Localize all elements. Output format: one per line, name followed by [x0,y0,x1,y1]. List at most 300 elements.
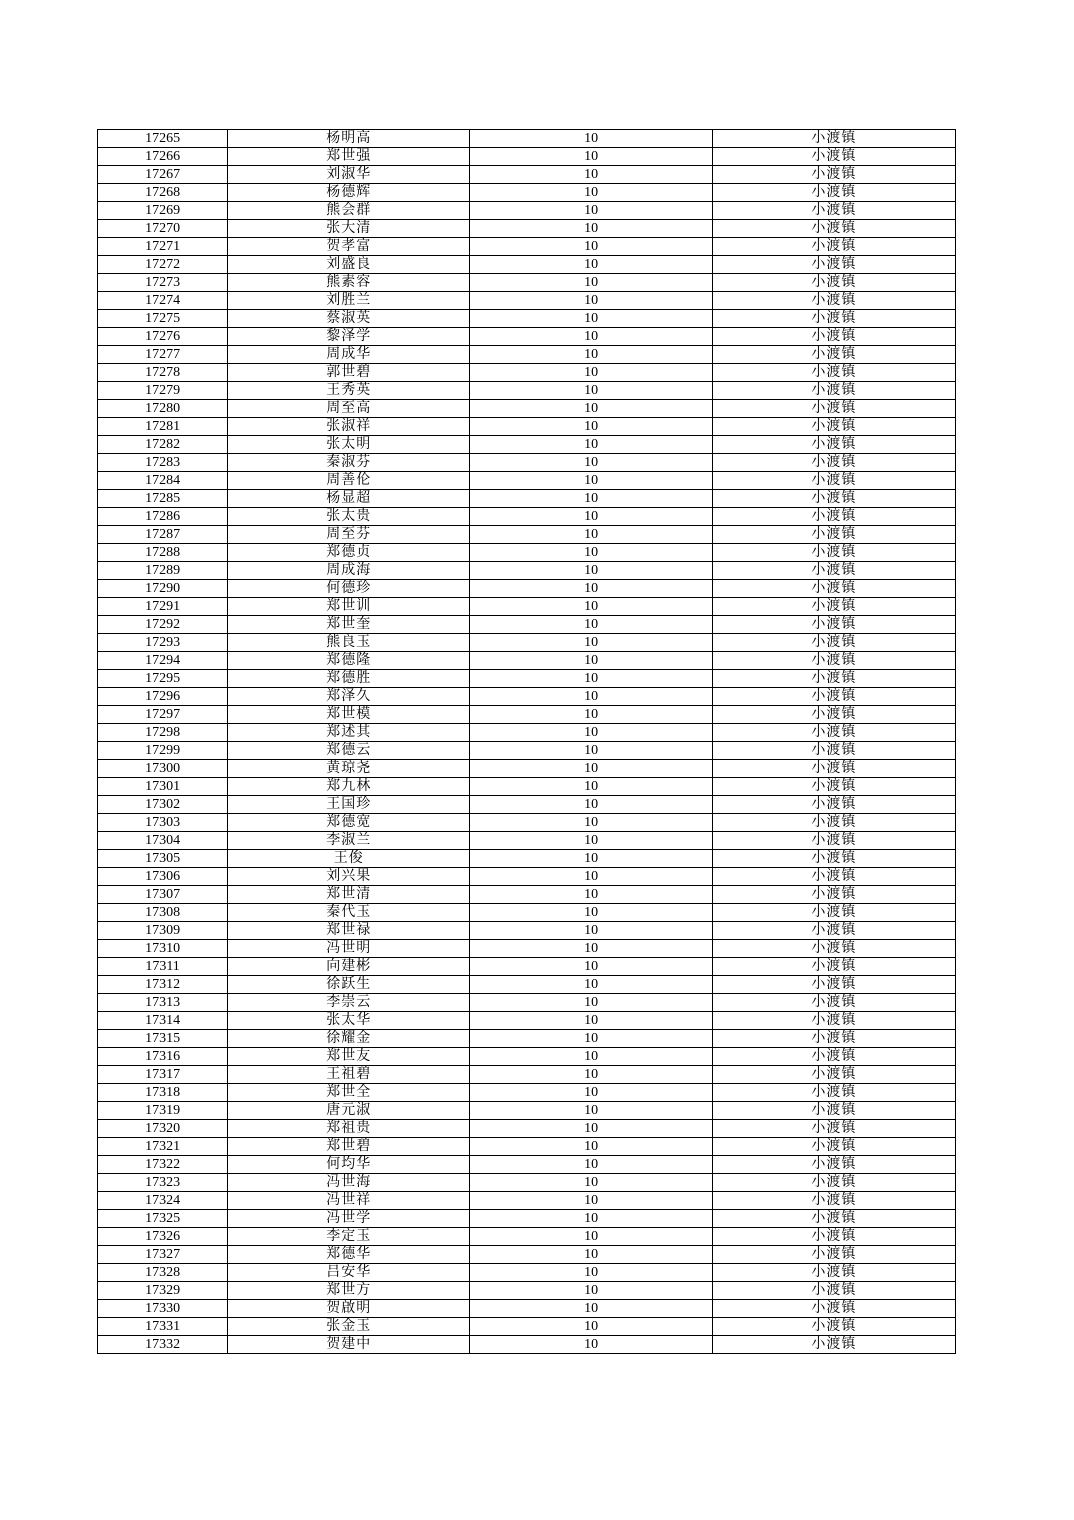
name-cell: 郑德胜 [228,670,470,688]
town-cell: 小渡镇 [712,148,955,166]
table-row [98,508,956,526]
table-row [98,220,956,238]
table-row [98,652,956,670]
name-cell: 郑德隆 [228,652,470,670]
table-row [98,724,956,742]
amount-cell: 10 [470,706,712,724]
amount-cell: 10 [470,1300,712,1318]
amount-cell: 10 [470,634,712,652]
town-cell: 小渡镇 [712,202,955,220]
amount-cell: 10 [470,1336,712,1354]
name-cell: 蔡淑英 [228,310,470,328]
amount-cell: 10 [470,310,712,328]
row-number-cell: 17291 [98,598,228,616]
town-cell: 小渡镇 [712,1156,955,1174]
table-row [98,1120,956,1138]
name-cell: 刘兴果 [228,868,470,886]
town-cell: 小渡镇 [712,724,955,742]
name-cell: 郑世全 [228,1084,470,1102]
row-number-cell: 17308 [98,904,228,922]
name-cell: 何均华 [228,1156,470,1174]
amount-cell: 10 [470,940,712,958]
amount-cell: 10 [470,1282,712,1300]
amount-cell: 10 [470,454,712,472]
row-number-cell: 17272 [98,256,228,274]
table-row [98,526,956,544]
name-cell: 李淑兰 [228,832,470,850]
row-number-cell: 17331 [98,1318,228,1336]
name-cell: 向建彬 [228,958,470,976]
amount-cell: 10 [470,292,712,310]
table-row [98,400,956,418]
amount-cell: 10 [470,922,712,940]
row-number-cell: 17305 [98,850,228,868]
row-number-cell: 17329 [98,1282,228,1300]
town-cell: 小渡镇 [712,1318,955,1336]
amount-cell: 10 [470,382,712,400]
name-cell: 冯世祥 [228,1192,470,1210]
name-cell: 冯世海 [228,1174,470,1192]
table-row [98,292,956,310]
name-cell: 吕安华 [228,1264,470,1282]
row-number-cell: 17326 [98,1228,228,1246]
amount-cell: 10 [470,868,712,886]
amount-cell: 10 [470,976,712,994]
amount-cell: 10 [470,886,712,904]
town-cell: 小渡镇 [712,958,955,976]
row-number-cell: 17294 [98,652,228,670]
table-row [98,436,956,454]
amount-cell: 10 [470,598,712,616]
table-row [98,382,956,400]
town-cell: 小渡镇 [712,454,955,472]
row-number-cell: 17316 [98,1048,228,1066]
amount-cell: 10 [470,256,712,274]
amount-cell: 10 [470,778,712,796]
row-number-cell: 17307 [98,886,228,904]
town-cell: 小渡镇 [712,778,955,796]
town-cell: 小渡镇 [712,562,955,580]
town-cell: 小渡镇 [712,634,955,652]
town-cell: 小渡镇 [712,1282,955,1300]
table-row [98,1192,956,1210]
town-cell: 小渡镇 [712,1174,955,1192]
row-number-cell: 17268 [98,184,228,202]
amount-cell: 10 [470,958,712,976]
table-row [98,1102,956,1120]
town-cell: 小渡镇 [712,580,955,598]
amount-cell: 10 [470,724,712,742]
table-row [98,454,956,472]
town-cell: 小渡镇 [712,886,955,904]
table-row [98,1282,956,1300]
town-cell: 小渡镇 [712,310,955,328]
name-cell: 唐元淑 [228,1102,470,1120]
town-cell: 小渡镇 [712,1084,955,1102]
town-cell: 小渡镇 [712,472,955,490]
table-row [98,1156,956,1174]
row-number-cell: 17327 [98,1246,228,1264]
town-cell: 小渡镇 [712,670,955,688]
town-cell: 小渡镇 [712,598,955,616]
row-number-cell: 17324 [98,1192,228,1210]
town-cell: 小渡镇 [712,418,955,436]
row-number-cell: 17279 [98,382,228,400]
town-cell: 小渡镇 [712,490,955,508]
name-cell: 黎泽学 [228,328,470,346]
amount-cell: 10 [470,1318,712,1336]
amount-cell: 10 [470,184,712,202]
town-cell: 小渡镇 [712,832,955,850]
amount-cell: 10 [470,418,712,436]
name-cell: 郑世模 [228,706,470,724]
row-number-cell: 17275 [98,310,228,328]
amount-cell: 10 [470,580,712,598]
table-row [98,544,956,562]
row-number-cell: 17309 [98,922,228,940]
row-number-cell: 17323 [98,1174,228,1192]
table-row [98,670,956,688]
name-cell: 杨德辉 [228,184,470,202]
name-cell: 张淑祥 [228,418,470,436]
name-cell: 秦淑芬 [228,454,470,472]
town-cell: 小渡镇 [712,130,955,148]
row-number-cell: 17271 [98,238,228,256]
amount-cell: 10 [470,202,712,220]
town-cell: 小渡镇 [712,328,955,346]
amount-cell: 10 [470,364,712,382]
table-row [98,1318,956,1336]
name-cell: 周至芬 [228,526,470,544]
town-cell: 小渡镇 [712,256,955,274]
town-cell: 小渡镇 [712,292,955,310]
town-cell: 小渡镇 [712,166,955,184]
amount-cell: 10 [470,328,712,346]
row-number-cell: 17290 [98,580,228,598]
table-row [98,1012,956,1030]
table-row [98,688,956,706]
table-row [98,796,956,814]
table-row [98,346,956,364]
row-number-cell: 17330 [98,1300,228,1318]
town-cell: 小渡镇 [712,1138,955,1156]
amount-cell: 10 [470,1156,712,1174]
row-number-cell: 17301 [98,778,228,796]
town-cell: 小渡镇 [712,1192,955,1210]
row-number-cell: 17313 [98,994,228,1012]
name-cell: 张金玉 [228,1318,470,1336]
table-row [98,202,956,220]
table-row [98,832,956,850]
row-number-cell: 17299 [98,742,228,760]
town-cell: 小渡镇 [712,184,955,202]
table-row [98,994,956,1012]
town-cell: 小渡镇 [712,544,955,562]
town-cell: 小渡镇 [712,508,955,526]
row-number-cell: 17284 [98,472,228,490]
town-cell: 小渡镇 [712,436,955,454]
table-row [98,814,956,832]
table-row [98,238,956,256]
table-row [98,472,956,490]
table-row [98,490,956,508]
table-row [98,1246,956,1264]
name-cell: 贺孝富 [228,238,470,256]
table-row [98,364,956,382]
name-cell: 刘淑华 [228,166,470,184]
row-number-cell: 17311 [98,958,228,976]
name-cell: 郑世清 [228,886,470,904]
amount-cell: 10 [470,148,712,166]
town-cell: 小渡镇 [712,364,955,382]
amount-cell: 10 [470,904,712,922]
row-number-cell: 17296 [98,688,228,706]
table-row [98,184,956,202]
amount-cell: 10 [470,508,712,526]
name-cell: 郑世禄 [228,922,470,940]
town-cell: 小渡镇 [712,1030,955,1048]
town-cell: 小渡镇 [712,382,955,400]
row-number-cell: 17267 [98,166,228,184]
town-cell: 小渡镇 [712,1048,955,1066]
amount-cell: 10 [470,346,712,364]
town-cell: 小渡镇 [712,742,955,760]
amount-cell: 10 [470,742,712,760]
name-cell: 郑世训 [228,598,470,616]
row-number-cell: 17286 [98,508,228,526]
amount-cell: 10 [470,1210,712,1228]
town-cell: 小渡镇 [712,346,955,364]
name-cell: 张太贵 [228,508,470,526]
amount-cell: 10 [470,1192,712,1210]
town-cell: 小渡镇 [712,1012,955,1030]
name-cell: 徐跃生 [228,976,470,994]
town-cell: 小渡镇 [712,1246,955,1264]
name-cell: 郑祖贵 [228,1120,470,1138]
row-number-cell: 17317 [98,1066,228,1084]
name-cell: 冯世明 [228,940,470,958]
table-row [98,1228,956,1246]
table-row [98,1264,956,1282]
row-number-cell: 17320 [98,1120,228,1138]
table-row [98,886,956,904]
row-number-cell: 17269 [98,202,228,220]
amount-cell: 10 [470,994,712,1012]
table-row [98,130,956,148]
row-number-cell: 17321 [98,1138,228,1156]
name-cell: 徐耀金 [228,1030,470,1048]
row-number-cell: 17276 [98,328,228,346]
amount-cell: 10 [470,796,712,814]
town-cell: 小渡镇 [712,814,955,832]
name-cell: 冯世学 [228,1210,470,1228]
town-cell: 小渡镇 [712,1336,955,1354]
amount-cell: 10 [470,688,712,706]
name-cell: 郑世强 [228,148,470,166]
name-cell: 周善伦 [228,472,470,490]
town-cell: 小渡镇 [712,1210,955,1228]
name-cell: 张太华 [228,1012,470,1030]
name-cell: 郑世碧 [228,1138,470,1156]
name-cell: 郑世友 [228,1048,470,1066]
name-cell: 熊良玉 [228,634,470,652]
name-cell: 张太明 [228,436,470,454]
row-number-cell: 17314 [98,1012,228,1030]
row-number-cell: 17282 [98,436,228,454]
row-number-cell: 17292 [98,616,228,634]
name-cell: 周成华 [228,346,470,364]
table-row [98,1300,956,1318]
amount-cell: 10 [470,1012,712,1030]
amount-cell: 10 [470,238,712,256]
town-cell: 小渡镇 [712,922,955,940]
row-number-cell: 17270 [98,220,228,238]
table-row [98,850,956,868]
town-cell: 小渡镇 [712,706,955,724]
table-row [98,616,956,634]
row-number-cell: 17280 [98,400,228,418]
amount-cell: 10 [470,1246,712,1264]
name-cell: 郑德华 [228,1246,470,1264]
table-row [98,1336,956,1354]
amount-cell: 10 [470,1228,712,1246]
row-number-cell: 17273 [98,274,228,292]
row-number-cell: 17319 [98,1102,228,1120]
table-row [98,742,956,760]
amount-cell: 10 [470,652,712,670]
name-cell: 秦代玉 [228,904,470,922]
name-cell: 杨显超 [228,490,470,508]
name-cell: 郑述其 [228,724,470,742]
town-cell: 小渡镇 [712,850,955,868]
row-number-cell: 17288 [98,544,228,562]
name-cell: 刘胜兰 [228,292,470,310]
name-cell: 李定玉 [228,1228,470,1246]
name-cell: 王俊 [228,850,470,868]
town-cell: 小渡镇 [712,760,955,778]
name-cell: 李崇云 [228,994,470,1012]
table-row [98,1048,956,1066]
row-number-cell: 17285 [98,490,228,508]
table-row [98,976,956,994]
name-cell: 熊会群 [228,202,470,220]
name-cell: 郭世碧 [228,364,470,382]
town-cell: 小渡镇 [712,526,955,544]
name-cell: 张大清 [228,220,470,238]
row-number-cell: 17325 [98,1210,228,1228]
amount-cell: 10 [470,220,712,238]
amount-cell: 10 [470,1084,712,1102]
row-number-cell: 17289 [98,562,228,580]
amount-cell: 10 [470,1030,712,1048]
table-row [98,328,956,346]
amount-cell: 10 [470,130,712,148]
amount-cell: 10 [470,760,712,778]
table-row [98,634,956,652]
town-cell: 小渡镇 [712,1300,955,1318]
row-number-cell: 17274 [98,292,228,310]
name-cell: 熊素容 [228,274,470,292]
amount-cell: 10 [470,1120,712,1138]
name-cell: 郑九林 [228,778,470,796]
town-cell: 小渡镇 [712,868,955,886]
amount-cell: 10 [470,274,712,292]
name-cell: 贺啟明 [228,1300,470,1318]
table-body [98,130,956,1354]
table-row [98,778,956,796]
amount-cell: 10 [470,1264,712,1282]
table-row [98,148,956,166]
name-cell: 王祖碧 [228,1066,470,1084]
name-cell: 王秀英 [228,382,470,400]
table-row [98,904,956,922]
amount-cell: 10 [470,670,712,688]
name-cell: 郑德贞 [228,544,470,562]
name-cell: 何德珍 [228,580,470,598]
row-number-cell: 17293 [98,634,228,652]
table-row [98,706,956,724]
town-cell: 小渡镇 [712,1120,955,1138]
amount-cell: 10 [470,1102,712,1120]
name-cell: 郑德云 [228,742,470,760]
amount-cell: 10 [470,472,712,490]
row-number-cell: 17332 [98,1336,228,1354]
amount-cell: 10 [470,616,712,634]
town-cell: 小渡镇 [712,400,955,418]
town-cell: 小渡镇 [712,652,955,670]
row-number-cell: 17278 [98,364,228,382]
town-cell: 小渡镇 [712,976,955,994]
town-cell: 小渡镇 [712,940,955,958]
table-row [98,274,956,292]
name-cell: 刘盛良 [228,256,470,274]
amount-cell: 10 [470,526,712,544]
row-number-cell: 17300 [98,760,228,778]
row-number-cell: 17306 [98,868,228,886]
amount-cell: 10 [470,832,712,850]
town-cell: 小渡镇 [712,1264,955,1282]
name-cell: 郑泽久 [228,688,470,706]
row-number-cell: 17302 [98,796,228,814]
amount-cell: 10 [470,490,712,508]
table-row [98,1066,956,1084]
town-cell: 小渡镇 [712,1102,955,1120]
amount-cell: 10 [470,166,712,184]
table-row [98,562,956,580]
row-number-cell: 17266 [98,148,228,166]
row-number-cell: 17265 [98,130,228,148]
amount-cell: 10 [470,1138,712,1156]
town-cell: 小渡镇 [712,274,955,292]
table-row [98,760,956,778]
row-number-cell: 17312 [98,976,228,994]
amount-cell: 10 [470,400,712,418]
row-number-cell: 17322 [98,1156,228,1174]
name-cell: 周成海 [228,562,470,580]
table-row [98,580,956,598]
town-cell: 小渡镇 [712,994,955,1012]
town-cell: 小渡镇 [712,616,955,634]
table-row [98,940,956,958]
row-number-cell: 17328 [98,1264,228,1282]
table-row [98,1030,956,1048]
table-row [98,256,956,274]
table-row [98,598,956,616]
row-number-cell: 17277 [98,346,228,364]
name-cell: 周至高 [228,400,470,418]
town-cell: 小渡镇 [712,688,955,706]
name-cell: 郑德宽 [228,814,470,832]
